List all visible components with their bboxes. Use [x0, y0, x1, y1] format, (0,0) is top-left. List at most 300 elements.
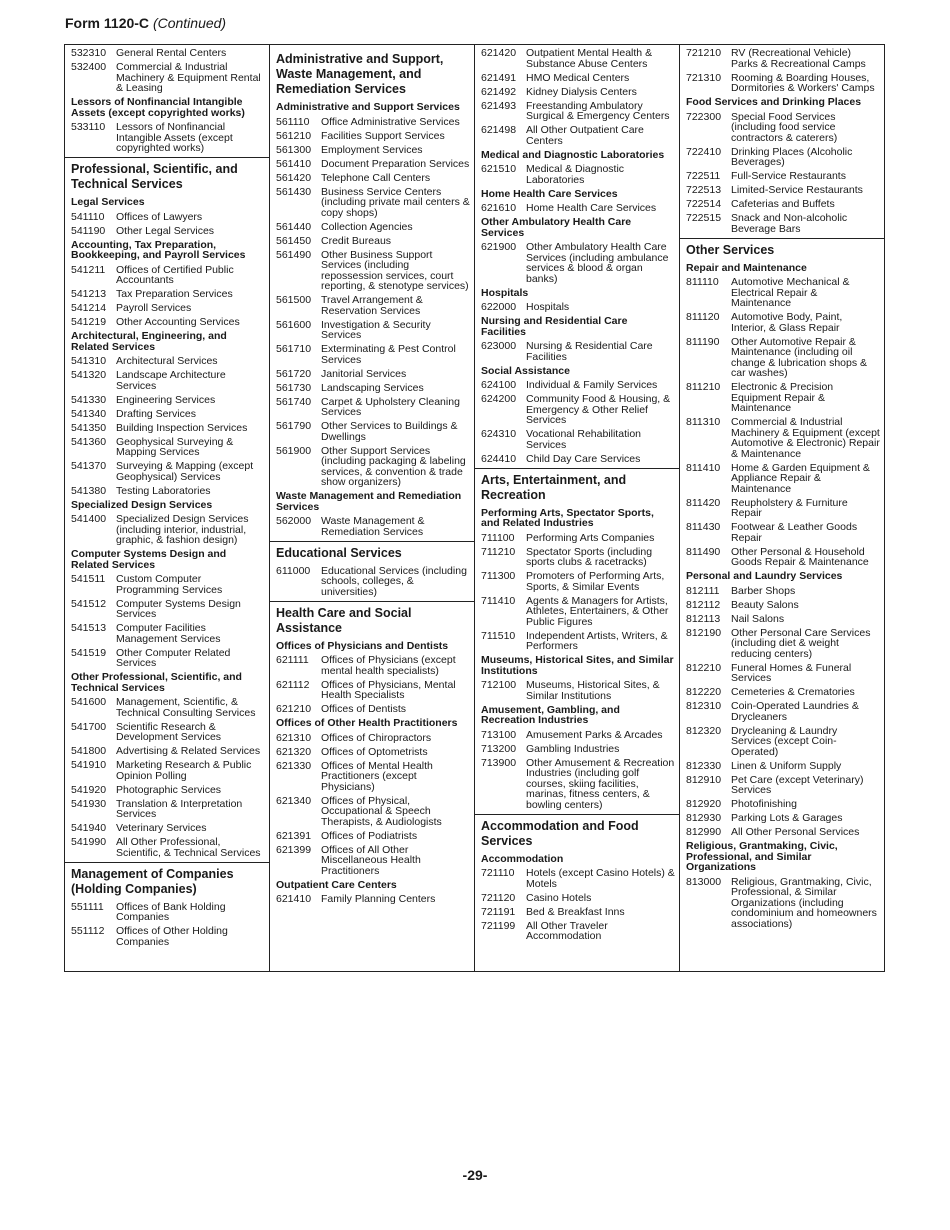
subcategory-heading: Architectural, Engineering, and Related Services [71, 330, 227, 353]
code-entry [475, 758, 679, 811]
industry-description: Individual & Family Services [526, 379, 658, 391]
industry-description: Scientific Research & Development Services [116, 720, 222, 743]
industry-description: Other Automotive Repair & Maintenance (including oil change & lubrication shops & car washes) [731, 335, 868, 379]
code-entry [270, 173, 474, 184]
code-entry [475, 571, 679, 592]
industry-description: Pet Care (except Veterinary) Services [731, 773, 864, 796]
naics-code: 812930 [686, 812, 722, 824]
subcategory-heading: Home Health Care Services [481, 187, 618, 200]
industry-description: Offices of Podiatrists [321, 829, 418, 842]
code-entry [475, 631, 679, 652]
code-entry [65, 823, 269, 834]
code-entry [65, 514, 269, 546]
code-entry [680, 213, 884, 234]
sector-heading: Arts, Entertainment, and Recreation [481, 472, 627, 502]
code-entry [65, 62, 269, 94]
industry-description: Hotels (except Casino Hotels) & Motels [526, 867, 675, 890]
industry-description: Other Accounting Services [116, 316, 240, 328]
naics-code: 812910 [686, 773, 722, 786]
section-divider [680, 238, 884, 239]
industry-description: Offices of Dentists [321, 703, 407, 715]
industry-description: Marketing Research & Public Opinion Polling [116, 759, 252, 782]
industry-description: Barber Shops [731, 584, 796, 597]
industry-description: Other Services to Buildings & Dwellings [321, 420, 458, 443]
section-divider [270, 541, 474, 542]
subcategory-heading: Accounting, Tax Preparation, Bookkeeping, and Payroll Services [71, 238, 246, 261]
code-entry [680, 522, 884, 543]
industry-description: Offices of Bank Holding Companies [116, 900, 226, 923]
naics-code: 624100 [481, 379, 517, 391]
code-entry [475, 429, 679, 450]
naics-code: 551111 [71, 900, 104, 913]
naics-code: 561110 [276, 115, 310, 128]
naics-code: 812320 [686, 724, 722, 737]
naics-code: 711510 [481, 629, 516, 642]
naics-code: 721210 [686, 47, 722, 59]
code-entry [65, 423, 269, 434]
naics-code: 561490 [276, 248, 312, 261]
industry-description: Museums, Historical Sites, & Similar Institutions [526, 679, 660, 702]
naics-code: 722511 [686, 170, 721, 182]
naics-code-table [64, 44, 885, 972]
industry-description: All Other Traveler Accommodation [526, 919, 608, 942]
column-content [680, 45, 884, 929]
naics-code: 812220 [686, 686, 722, 698]
industry-description: Drinking Places (Alcoholic Beverages) [731, 145, 853, 168]
industry-description: Other Support Services (including packaging & labeling services, & convention & trade show organizers) [321, 444, 466, 488]
naics-code: 711300 [481, 570, 516, 582]
industry-description: Business Service Centers (including private mail centers & copy shops) [321, 185, 470, 219]
naics-code: 621340 [276, 794, 312, 807]
section-divider [270, 601, 474, 602]
industry-description: Drafting Services [116, 407, 196, 420]
code-entry [475, 242, 679, 284]
industry-description: Cemeteries & Crematories [731, 686, 855, 698]
code-entry [475, 868, 679, 889]
naics-code: 621900 [481, 241, 517, 253]
code-entry [65, 574, 269, 595]
naics-code: 713200 [481, 742, 517, 755]
column-content [65, 45, 269, 947]
code-entry [475, 921, 679, 942]
industry-description: Footwear & Leather Goods Repair [731, 521, 858, 544]
industry-description: Freestanding Ambulatory Surgical & Emergency Centers [526, 99, 670, 122]
industry-description: Surveying & Mapping (except Geophysical) Services [116, 460, 254, 483]
industry-description: Landscaping Services [321, 381, 424, 394]
naics-code: 713100 [481, 728, 517, 741]
code-entry [680, 112, 884, 144]
naics-code: 541800 [71, 745, 107, 757]
industry-description: Offices of Physical, Occupational & Speech Therapists, & Audiologists [321, 794, 442, 828]
code-entry [680, 498, 884, 519]
industry-description: RV (Recreational Vehicle) Parks & Recreational Camps [731, 47, 866, 70]
industry-description: Funeral Homes & Funeral Services [731, 661, 852, 684]
code-entry [680, 547, 884, 568]
code-entry [680, 775, 884, 796]
industry-description: Rooming & Boarding Houses, Dormitories & Workers' Camps [731, 71, 875, 94]
column-4 [680, 45, 885, 971]
industry-description: Credit Bureaus [321, 234, 392, 247]
code-entry [680, 761, 884, 772]
sector-heading: Accommodation and Food Services [481, 818, 639, 848]
sector-heading: Educational Services [276, 545, 402, 560]
naics-code: 812990 [686, 826, 722, 838]
code-entry [65, 303, 269, 314]
code-entry [270, 796, 474, 828]
naics-code: 711410 [481, 594, 516, 607]
naics-code: 561710 [276, 343, 312, 355]
code-entry [680, 463, 884, 495]
industry-description: Veterinary Services [116, 822, 207, 834]
industry-description: Casino Hotels [526, 891, 592, 904]
naics-code: 561500 [276, 294, 312, 306]
industry-description: Agents & Managers for Artists, Athletes, Entertainers, & Other Public Figures [526, 594, 669, 628]
industry-description: Carpet & Upholstery Cleaning Services [321, 395, 460, 418]
industry-description: Translation & Interpretation Services [116, 797, 243, 820]
industry-description: Home Health Care Services [526, 202, 657, 214]
subcategory-heading: Medical and Diagnostic Laboratories [481, 148, 665, 161]
section-divider [475, 814, 679, 815]
section-divider [65, 862, 269, 863]
code-entry [475, 73, 679, 84]
code-entry [65, 760, 269, 781]
industry-description: Full-Service Restaurants [731, 170, 846, 182]
code-entry [65, 265, 269, 286]
code-entry [270, 236, 474, 247]
naics-code: 721120 [481, 891, 516, 904]
code-entry [680, 799, 884, 810]
naics-code: 533110 [71, 121, 106, 133]
naics-code: 541700 [71, 720, 107, 733]
industry-description: HMO Medical Centers [526, 71, 630, 84]
industry-description: Vocational Rehabilitation Services [526, 428, 641, 451]
code-entry [680, 628, 884, 660]
industry-description: Offices of Physicians, Mental Health Specialists [321, 678, 456, 701]
code-entry [270, 894, 474, 905]
code-entry [65, 317, 269, 328]
code-entry [270, 733, 474, 744]
naics-code: 812112 [686, 598, 721, 611]
code-entry [680, 48, 884, 69]
industry-description: Other Computer Related Services [116, 646, 231, 669]
code-entry [270, 516, 474, 537]
code-entry [65, 409, 269, 420]
industry-description: Telephone Call Centers [321, 171, 431, 184]
industry-description: Janitorial Services [321, 367, 407, 380]
industry-description: Linen & Uniform Supply [731, 759, 842, 772]
industry-description: Promoters of Performing Arts, Sports, & Similar Events [526, 570, 665, 593]
naics-code: 621492 [481, 85, 517, 98]
industry-description: Amusement Parks & Arcades [526, 728, 663, 741]
naics-code: 812113 [686, 612, 721, 625]
naics-code: 541940 [71, 822, 107, 834]
industry-description: Offices of Physicians (except mental health specialists) [321, 654, 456, 677]
code-entry [680, 701, 884, 722]
sector-heading: Other Services [686, 242, 775, 257]
industry-description: Parking Lots & Garages [731, 812, 843, 824]
industry-description: All Other Outpatient Care Centers [526, 124, 644, 147]
industry-description: Spectator Sports (including sports clubs & racetracks) [526, 545, 653, 568]
industry-description: Outpatient Mental Health & Substance Abuse Centers [526, 47, 653, 70]
code-entry [475, 533, 679, 544]
code-entry [680, 185, 884, 196]
continued-label: (Continued) [152, 15, 227, 31]
naics-code: 541600 [71, 696, 107, 708]
subcategory-heading: Administrative and Support Services [276, 101, 460, 113]
code-entry [680, 726, 884, 758]
industry-description: Offices of Other Holding Companies [116, 925, 228, 948]
naics-code: 711210 [481, 545, 516, 558]
naics-code: 561900 [276, 444, 312, 457]
code-entry [475, 87, 679, 98]
code-entry [680, 147, 884, 168]
subcategory-heading: Religious, Grantmaking, Civic, Professional, and Similar Organizations [686, 840, 838, 873]
naics-code: 541519 [71, 646, 107, 659]
industry-description: Custom Computer Programming Services [116, 573, 223, 596]
code-entry [65, 289, 269, 300]
naics-code: 621498 [481, 124, 517, 136]
industry-description: Engineering Services [116, 393, 216, 406]
naics-code: 711100 [481, 531, 515, 544]
code-entry [475, 380, 679, 391]
code-entry [270, 145, 474, 156]
naics-code: 622000 [481, 301, 517, 313]
naics-code: 623000 [481, 340, 517, 352]
naics-code: 722515 [686, 212, 722, 224]
industry-description: Educational Services (including schools, colleges, & universities) [321, 564, 467, 598]
code-entry [680, 382, 884, 414]
naics-code: 541219 [71, 316, 107, 328]
code-entry [270, 295, 474, 316]
subcategory-heading: Waste Management and Remediation Services [276, 490, 462, 513]
industry-description: Automotive Mechanical & Electrical Repair & Maintenance [731, 276, 850, 309]
code-entry [475, 394, 679, 426]
column-content [270, 45, 474, 905]
industry-description: Photographic Services [116, 783, 222, 796]
naics-code: 722513 [686, 184, 722, 196]
code-entry [475, 596, 679, 628]
naics-code: 621391 [276, 829, 312, 842]
code-entry [475, 125, 679, 146]
naics-code: 541320 [71, 369, 107, 381]
industry-description: Collection Agencies [321, 220, 413, 233]
sector-heading: Professional, Scientific, and Technical Services [71, 162, 238, 191]
naics-code: 624200 [481, 393, 517, 405]
naics-code: 561430 [276, 185, 312, 198]
naics-code: 541340 [71, 407, 107, 420]
code-entry [65, 437, 269, 458]
naics-code: 621112 [276, 678, 310, 691]
naics-code: 621210 [276, 703, 312, 715]
naics-code: 624310 [481, 428, 517, 440]
column-1 [64, 45, 270, 971]
industry-description: Office Administrative Services [321, 115, 460, 128]
code-entry [270, 187, 474, 219]
naics-code: 532400 [71, 61, 107, 73]
industry-description: Computer Systems Design Services [116, 597, 241, 620]
code-entry [270, 131, 474, 142]
code-entry [475, 547, 679, 568]
code-entry [270, 344, 474, 365]
naics-code: 621493 [481, 99, 517, 112]
industry-description: Coin-Operated Laundries & Drycleaners [731, 700, 859, 723]
code-entry [65, 623, 269, 644]
naics-code: 722514 [686, 198, 722, 210]
naics-code: 541360 [71, 435, 107, 448]
industry-description: Nail Salons [731, 612, 785, 625]
industry-description: Electronic & Precision Equipment Repair & Maintenance [731, 381, 834, 414]
code-entry [65, 48, 269, 59]
code-entry [65, 746, 269, 757]
column-3 [475, 45, 680, 971]
code-entry [680, 827, 884, 838]
naics-code: 621320 [276, 745, 312, 758]
industry-description: Other Personal & Household Goods Repair & Maintenance [731, 545, 869, 568]
code-entry [680, 199, 884, 210]
naics-code: 811210 [686, 381, 721, 393]
naics-code: 621610 [481, 202, 517, 214]
subcategory-heading: Offices of Other Health Practitioners [276, 717, 458, 729]
industry-description: Advertising & Related Services [116, 745, 261, 757]
industry-description: Performing Arts Companies [526, 531, 655, 544]
industry-description: Nursing & Residential Care Facilities [526, 340, 653, 363]
industry-description: Reupholstery & Furniture Repair [731, 496, 848, 519]
code-entry [680, 73, 884, 94]
naics-code: 532310 [71, 47, 107, 59]
subcategory-heading: Computer Systems Design and Related Services [71, 548, 227, 571]
industry-description: General Rental Centers [116, 47, 227, 59]
subcategory-heading: Offices of Physicians and Dentists [276, 639, 449, 652]
industry-description: Hospitals [526, 301, 570, 313]
code-entry [65, 902, 269, 923]
code-entry [270, 421, 474, 442]
industry-description: Commercial & Industrial Machinery & Equipment Rental & Leasing [116, 61, 261, 94]
code-entry [475, 48, 679, 69]
code-entry [65, 370, 269, 391]
column-content [475, 45, 679, 942]
naics-code: 812190 [686, 626, 722, 639]
naics-code: 812920 [686, 798, 722, 810]
subcategory-heading: Other Ambulatory Health Care Services [481, 216, 632, 239]
code-entry [65, 395, 269, 406]
naics-code: 812210 [686, 661, 722, 674]
naics-code: 722300 [686, 110, 722, 123]
naics-code: 562000 [276, 515, 312, 527]
naics-code: 541513 [71, 622, 107, 634]
section-divider [475, 468, 679, 469]
industry-description: Management, Scientific, & Technical Consulting Services [116, 696, 256, 719]
industry-description: All Other Professional, Scientific, & Technical Services [116, 836, 261, 859]
sector-heading: Management of Companies (Holding Companies) [71, 866, 234, 896]
industry-description: Other Legal Services [116, 224, 215, 237]
subcategory-heading: Food Services and Drinking Places [686, 96, 862, 108]
code-entry [65, 926, 269, 947]
naics-code: 811190 [686, 335, 720, 348]
industry-description: Medical & Diagnostic Laboratories [526, 163, 625, 186]
industry-description: Other Personal Care Services (including diet & weight reducing centers) [731, 626, 871, 660]
code-entry [270, 761, 474, 793]
subcategory-heading: Hospitals [481, 286, 529, 299]
industry-description: Gambling Industries [526, 742, 620, 755]
naics-code: 811120 [686, 311, 720, 323]
industry-description: Travel Arrangement & Reservation Services [321, 294, 423, 317]
code-entry [680, 277, 884, 309]
naics-code: 541910 [71, 759, 107, 771]
naics-code: 541214 [71, 302, 107, 314]
naics-code: 541190 [71, 224, 106, 237]
subcategory-heading: Specialized Design Services [71, 498, 213, 511]
code-entry [65, 599, 269, 620]
code-entry [270, 680, 474, 701]
subcategory-heading: Repair and Maintenance [686, 261, 807, 274]
code-entry [65, 697, 269, 718]
industry-description: Cafeterias and Buffets [731, 198, 835, 210]
code-entry [270, 222, 474, 233]
industry-description: Kidney Dialysis Centers [526, 85, 637, 98]
subcategory-heading: Performing Arts, Spectator Sports, and Related Industries [481, 506, 654, 529]
naics-code: 611000 [276, 564, 311, 577]
naics-code: 621410 [276, 893, 312, 905]
industry-description: Limited-Service Restaurants [731, 184, 863, 196]
industry-description: Specialized Design Services (including interior, industrial, graphic, & fashion design) [116, 513, 249, 546]
code-entry [680, 171, 884, 182]
subcategory-heading: Museums, Historical Sites, and Similar Institutions [481, 654, 674, 677]
naics-code: 541350 [71, 421, 107, 434]
industry-description: Geophysical Surveying & Mapping Services [116, 435, 234, 458]
industry-description: Employment Services [321, 143, 423, 156]
naics-code: 541330 [71, 393, 107, 406]
industry-description: Investigation & Security Services [321, 318, 431, 341]
code-entry [65, 212, 269, 223]
industry-description: Religious, Grantmaking, Civic, Professional, & Similar Organizations (including condominium and homeowners associations) [731, 875, 877, 930]
naics-code: 541370 [71, 460, 107, 472]
naics-code: 721110 [481, 867, 515, 879]
code-entry [475, 893, 679, 904]
naics-code: 621310 [276, 731, 312, 744]
code-entry [680, 600, 884, 611]
industry-description: Tax Preparation Services [116, 288, 233, 300]
code-entry [270, 655, 474, 676]
naics-code: 721199 [481, 919, 516, 932]
naics-code: 551112 [71, 925, 105, 937]
industry-description: Facilities Support Services [321, 129, 445, 142]
code-entry [65, 226, 269, 237]
sector-heading: Administrative and Support, Waste Management, and Remediation Services [276, 52, 444, 96]
code-entry [270, 566, 474, 598]
subcategory-heading: Lessors of Nonfinancial Intangible Assets (except copyrighted works) [71, 96, 245, 119]
code-entry [680, 877, 884, 930]
industry-description: Building Inspection Services [116, 421, 248, 434]
naics-code: 812330 [686, 759, 722, 772]
naics-code: 541511 [71, 573, 106, 585]
code-entry [270, 831, 474, 842]
section-divider [65, 157, 269, 158]
sector-heading: Health Care and Social Assistance [276, 605, 412, 635]
code-entry [475, 302, 679, 313]
subcategory-heading: Nursing and Residential Care Facilities [481, 315, 628, 338]
column-2 [270, 45, 475, 971]
naics-code: 621330 [276, 759, 312, 772]
naics-code: 541920 [71, 783, 107, 796]
code-entry [680, 813, 884, 824]
code-entry [270, 369, 474, 380]
naics-code: 561740 [276, 395, 312, 408]
code-entry [270, 320, 474, 341]
industry-description: Automotive Body, Paint, Interior, & Glass Repair [731, 311, 843, 334]
industry-description: Payroll Services [116, 302, 192, 314]
industry-description: Other Amusement & Recreation Industries (including golf courses, skiing facilities, marinas, fitness centers, & bowling centers) [526, 756, 675, 811]
naics-code: 561790 [276, 420, 312, 432]
